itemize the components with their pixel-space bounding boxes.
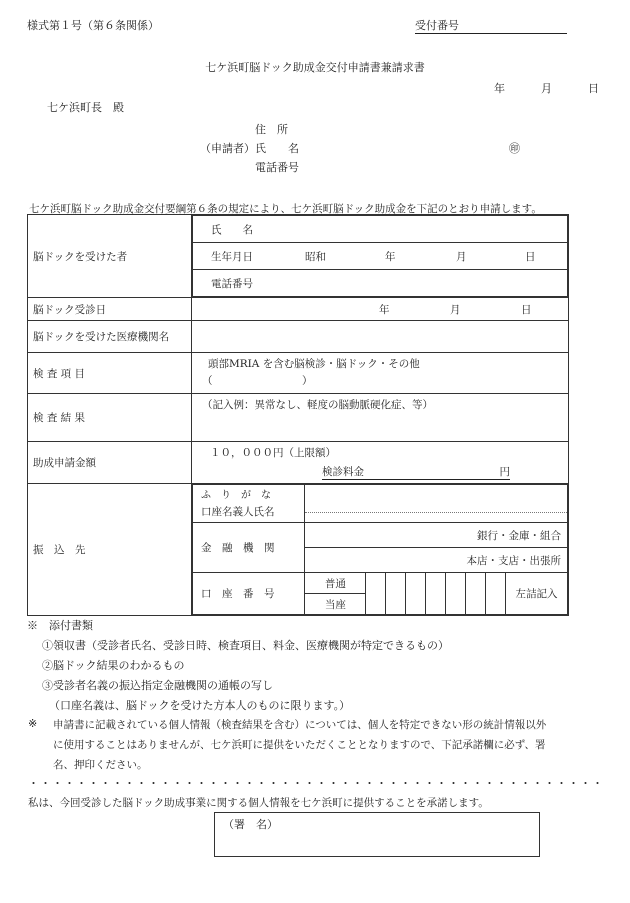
- amount-value: １０，０００円（上限額）: [210, 447, 336, 459]
- privacy-line-2: に使用することはありませんが、七ケ浜町に提供をいただくこととなりますので、下記承諾欄に必ず、署: [53, 739, 546, 751]
- account-digit-2[interactable]: [386, 573, 406, 615]
- receipt-number-label: 受付番号: [415, 19, 459, 32]
- birthdate-month: 月: [456, 251, 467, 263]
- furigana-label: ふ り が な: [201, 489, 271, 501]
- dotted-separator: ・・・・・・・・・・・・・・・・・・・・・・・・・・・・・・・・・・・・・・・・・・・・・・・・: [28, 777, 604, 790]
- recipient-phone-field[interactable]: [193, 270, 568, 297]
- privacy-mark: ※: [28, 717, 38, 730]
- exam-date-field[interactable]: [192, 298, 569, 321]
- exam-items-paren-close: ）: [302, 375, 313, 387]
- institution-label: 脳ドックを受けた医療機関名: [33, 331, 170, 343]
- bank-label: 金 融 機 関: [201, 542, 275, 554]
- attachment-1: ①領収書（受診者氏名、受診日時、検査項目、料金、医療機関が特定できるもの）: [42, 639, 449, 652]
- fee-label: 検診料金: [322, 466, 364, 478]
- items-label-cell: [28, 353, 192, 394]
- account-type-current[interactable]: [305, 594, 366, 615]
- application-table: [27, 214, 569, 616]
- recipient-label: 脳ドックを受けた者: [33, 250, 128, 263]
- holder-label-cell: [193, 485, 305, 523]
- bank-types: 銀行・金庫・組合: [477, 529, 561, 542]
- privacy-line-3: 名、押印ください。: [53, 759, 148, 771]
- account-label-cell: [193, 573, 305, 615]
- exam-items-field[interactable]: [192, 353, 569, 394]
- amount-label: 助成申請金額: [33, 457, 96, 469]
- exam-date-label: 脳ドック受診日: [33, 303, 107, 316]
- left-align-note: 左詰記入: [515, 588, 558, 600]
- exam-date-day: 日: [521, 304, 532, 316]
- exam-items-paren-open: （: [202, 375, 213, 387]
- recipient-label-cell: [28, 215, 192, 298]
- attachment-3-note: （口座名義は、脳ドックを受けた方本人のものに限ります。）: [49, 699, 351, 712]
- consent-text: 私は、今回受診した脳ドック助成事業に関する個人情報を七ケ浜町に提供することを承諾します。: [28, 797, 489, 809]
- privacy-line-1: 申請書に記載されている個人情報（検査結果を含む）については、個人を特定できない形の統計情報以外: [53, 719, 547, 731]
- recipient-details: [192, 215, 569, 298]
- attachments-heading: ※ 添付書類: [27, 619, 93, 632]
- applicant-address-label: 住 所: [255, 123, 288, 136]
- fee-unit: 円: [499, 466, 510, 478]
- account-digit-3[interactable]: [406, 573, 426, 615]
- transfer-label-cell: [28, 484, 192, 616]
- birthdate-day: 日: [525, 251, 536, 263]
- account-digit-5[interactable]: [446, 573, 466, 615]
- amount-field[interactable]: [192, 442, 569, 484]
- holder-label: 口座名義人氏名: [201, 505, 275, 518]
- account-type-1: 普通: [324, 577, 346, 590]
- date-month: 月: [541, 82, 552, 95]
- document-title: 七ケ浜町脳ドック助成金交付申請書兼請求書: [205, 61, 425, 74]
- exam-date-year: 年: [379, 304, 390, 316]
- results-example: （記入例：異常なし、軽度の脳動脈硬化症、等）: [202, 399, 433, 411]
- account-label: 口 座 番 号: [201, 588, 275, 600]
- form-number: 様式第１号（第６条関係）: [27, 19, 159, 32]
- attachment-2: ②脳ドック結果のわかるもの: [42, 659, 185, 672]
- birthdate-era: 昭和: [305, 251, 326, 263]
- bank-label-cell: [193, 523, 305, 573]
- birthdate-field[interactable]: [193, 243, 568, 270]
- transfer-details: [192, 484, 569, 616]
- branch-types: 本店・支店・出張所: [466, 554, 561, 567]
- seal-mark: ㊞: [509, 142, 520, 155]
- signature-box[interactable]: [214, 812, 540, 857]
- date-year: 年: [494, 82, 505, 95]
- exam-items-label: 検 査 項 目: [33, 367, 86, 380]
- left-align-note-cell: [505, 573, 567, 615]
- exam-results-label: 検 査 結 果: [33, 412, 86, 424]
- results-label-cell: [28, 394, 192, 442]
- exam-date-month: 月: [450, 304, 461, 316]
- account-digit-1[interactable]: [366, 573, 386, 615]
- transfer-label: 振 込 先: [33, 544, 86, 556]
- account-digit-6[interactable]: [466, 573, 486, 615]
- fee-line[interactable]: [322, 464, 510, 480]
- account-digit-7[interactable]: [486, 573, 506, 615]
- account-digit-4[interactable]: [426, 573, 446, 615]
- applicant-phone-label: 電話番号: [255, 161, 299, 174]
- institution-label-cell: [28, 321, 192, 353]
- recipient-name-field[interactable]: [193, 216, 568, 243]
- exam-items-value: 頭部MRIA を含む脳検診・脳ドック・その他: [208, 358, 420, 370]
- applicant-name-label: 氏 名: [255, 142, 299, 155]
- intro-text: 七ケ浜町脳ドック助成金交付要綱第６条の規定により、七ケ浜町脳ドック助成金を下記のとおり申請します。: [29, 203, 542, 215]
- bank-name-field[interactable]: [305, 523, 568, 548]
- attachment-3: ③受診者名義の振込指定金融機関の通帳の写し: [42, 679, 273, 692]
- applicant-role: （申請者）: [200, 142, 255, 155]
- birthdate-label: 生年月日: [211, 251, 253, 263]
- exam-date-label-cell: [28, 298, 192, 321]
- birthdate-year: 年: [385, 251, 396, 263]
- holder-input[interactable]: [305, 485, 568, 523]
- institution-field[interactable]: [192, 321, 569, 353]
- recipient-phone-label: 電話番号: [211, 277, 253, 290]
- exam-results-field[interactable]: [192, 394, 569, 442]
- signature-label: （署 名）: [223, 818, 278, 831]
- branch-field[interactable]: [305, 548, 568, 573]
- addressee: 七ケ浜町長 殿: [47, 101, 124, 114]
- date-day: 日: [588, 82, 599, 95]
- amount-label-cell: [28, 442, 192, 484]
- receipt-number-field[interactable]: [415, 17, 567, 34]
- account-type-2: 当座: [324, 598, 346, 611]
- furigana-input[interactable]: [305, 495, 567, 513]
- recipient-name-label: 氏 名: [211, 223, 253, 236]
- account-type-ordinary[interactable]: [305, 573, 366, 594]
